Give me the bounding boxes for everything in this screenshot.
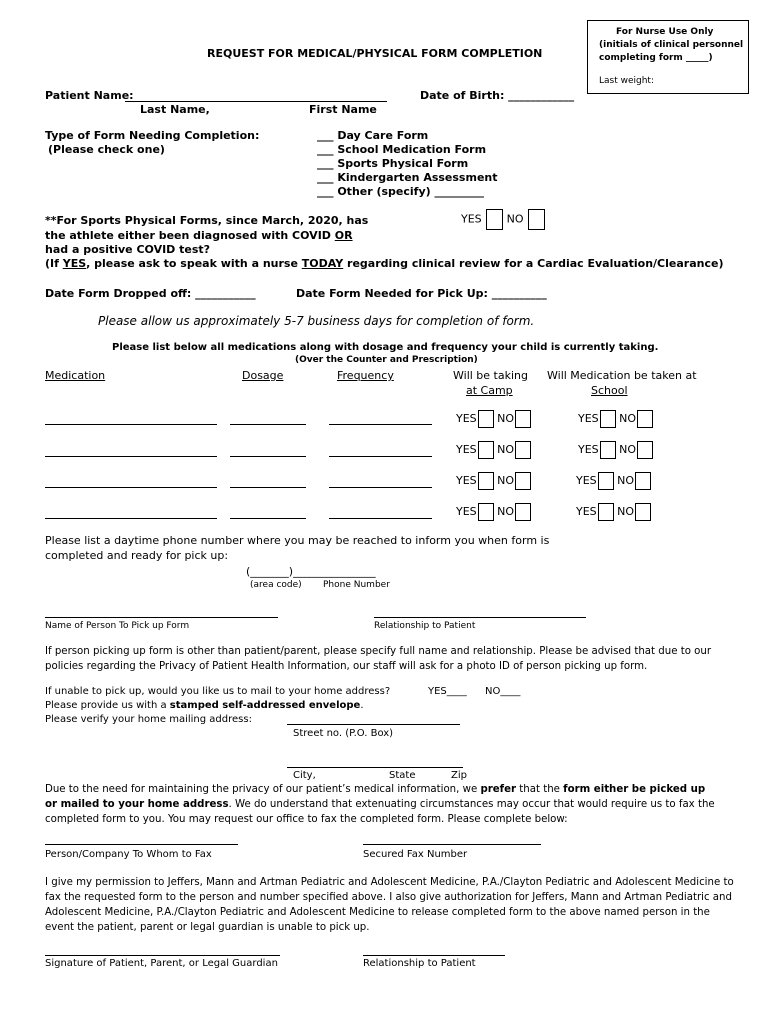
date-needed-field[interactable]: Date Form Needed for Pick Up: __________ bbox=[296, 287, 547, 300]
col-medication: Medication bbox=[45, 369, 106, 382]
col-camp-line2: at Camp bbox=[466, 384, 513, 397]
mail-yes-field[interactable]: YES____ bbox=[428, 686, 467, 697]
envelope-instruction: Please provide us with a stamped self-addressed envelope. bbox=[45, 700, 364, 711]
privacy-paragraph: Due to the need for maintaining the privacy of our patient’s medical information, we prefer that the form either be picked up or mailed to your home address. We do understand that extenuating circumstances may occur that would require us to fax the completed form to you. You may request our office to fax the completed form. Please complete below: bbox=[45, 784, 715, 825]
covid-instruction: (If YES, please ask to speak with a nurse TODAY regarding clinical review for a Cardiac Evaluation/Clearance) bbox=[45, 257, 724, 270]
signature-field[interactable] bbox=[45, 955, 280, 956]
school-no-checkbox[interactable] bbox=[637, 410, 653, 428]
camp-answer: YES NO bbox=[456, 472, 531, 490]
first-name-caption: First Name bbox=[309, 103, 377, 116]
school-answer: YES NO bbox=[578, 410, 653, 428]
frequency-field[interactable] bbox=[329, 518, 432, 519]
camp-no-checkbox[interactable] bbox=[515, 472, 531, 490]
col-school-line1: Will Medication be taken at bbox=[547, 369, 697, 382]
fax-person-field[interactable] bbox=[45, 844, 238, 845]
school-yes-checkbox[interactable] bbox=[598, 472, 614, 490]
covid-question-line3: had a positive COVID test? bbox=[45, 243, 211, 256]
camp-answer: YES NO bbox=[456, 503, 531, 521]
fax-person-caption: Person/Company To Whom to Fax bbox=[45, 849, 212, 860]
form-option-day-care[interactable]: ___ Day Care Form bbox=[317, 129, 429, 142]
form-option-sports-physical[interactable]: ___ Sports Physical Form bbox=[317, 157, 469, 170]
camp-yes-checkbox[interactable] bbox=[478, 503, 494, 521]
school-no-checkbox[interactable] bbox=[637, 441, 653, 459]
city-state-zip-field[interactable] bbox=[287, 767, 463, 768]
dob-field[interactable]: Date of Birth: ____________ bbox=[420, 89, 575, 102]
covid-no-checkbox[interactable] bbox=[528, 209, 545, 230]
col-school-line2: School bbox=[591, 384, 628, 397]
completion-time-note: Please allow us approximately 5-7 business days for completion of form. bbox=[98, 314, 535, 328]
school-answer: YES NO bbox=[576, 503, 651, 521]
frequency-field[interactable] bbox=[329, 487, 432, 488]
medication-field[interactable] bbox=[45, 456, 217, 457]
nurse-box-initials: (initials of clinical personnel bbox=[599, 40, 744, 50]
city-caption: City, bbox=[293, 770, 316, 781]
pickup-relationship-field[interactable] bbox=[374, 617, 586, 618]
medication-field[interactable] bbox=[45, 424, 217, 425]
signature-caption: Signature of Patient, Parent, or Legal Guardian bbox=[45, 958, 278, 969]
form-option-other[interactable]: ___ Other (specify) _________ bbox=[317, 185, 484, 198]
street-field[interactable] bbox=[287, 724, 460, 725]
nurse-box-completing: completing form _____) bbox=[599, 53, 713, 63]
camp-yes-checkbox[interactable] bbox=[478, 410, 494, 428]
nurse-box-title: For Nurse Use Only bbox=[616, 27, 714, 37]
dosage-field[interactable] bbox=[230, 518, 306, 519]
signature-relationship-field[interactable] bbox=[363, 955, 505, 956]
covid-question-line1: **For Sports Physical Forms, since March, 2020, has bbox=[45, 214, 369, 227]
dosage-field[interactable] bbox=[230, 456, 306, 457]
school-answer: YES NO bbox=[578, 441, 653, 459]
pickup-person-caption: Name of Person To Pick up Form bbox=[45, 621, 190, 631]
camp-no-checkbox[interactable] bbox=[515, 410, 531, 428]
phone-field[interactable]: (_______)_______________ bbox=[246, 565, 376, 578]
camp-yes-checkbox[interactable] bbox=[478, 472, 494, 490]
school-yes-checkbox[interactable] bbox=[598, 503, 614, 521]
zip-caption: Zip bbox=[451, 770, 467, 781]
frequency-field[interactable] bbox=[329, 456, 432, 457]
fax-number-caption: Secured Fax Number bbox=[363, 849, 468, 860]
fax-number-field[interactable] bbox=[363, 844, 541, 845]
phone-number-caption: Phone Number bbox=[323, 580, 390, 590]
pickup-relationship-caption: Relationship to Patient bbox=[374, 621, 476, 631]
date-dropped-field[interactable]: Date Form Dropped off: ___________ bbox=[45, 287, 256, 300]
school-yes-checkbox[interactable] bbox=[600, 410, 616, 428]
last-name-caption: Last Name, bbox=[140, 103, 210, 116]
medications-subtitle: (Over the Counter and Prescription) bbox=[295, 355, 478, 365]
covid-yes-label: YES bbox=[461, 212, 482, 226]
verify-address-label: Please verify your home mailing address: bbox=[45, 714, 252, 725]
patient-name-label: Patient Name: bbox=[45, 89, 134, 102]
camp-answer: YES NO bbox=[456, 410, 531, 428]
mail-question: If unable to pick up, would you like us to mail to your home address? bbox=[45, 686, 391, 697]
state-caption: State bbox=[389, 770, 416, 781]
street-caption: Street no. (P.O. Box) bbox=[293, 728, 394, 739]
fax-permission-paragraph: I give my permission to Jeffers, Mann and Artman Pediatric and Adolescent Medicine, P.A./Clayton Pediatric and Adolescent Medicine to fax the requested form to the person and number specified above. I also give authorization for Jeffers, Mann and Artman Pediatric and Adolescent Medicine, P.A./Clayton Pediatric and Adolescent Medicine to release completed form to the above named person in the event the patient, parent or legal guardian is unable to pick up. bbox=[45, 877, 734, 933]
signature-relationship-caption: Relationship to Patient bbox=[363, 958, 476, 969]
pickup-person-field[interactable] bbox=[45, 617, 278, 618]
covid-yes-checkbox[interactable] bbox=[486, 209, 503, 230]
page-title: REQUEST FOR MEDICAL/PHYSICAL FORM COMPLETION bbox=[207, 47, 543, 60]
col-frequency: Frequency bbox=[337, 369, 394, 382]
medication-field[interactable] bbox=[45, 487, 217, 488]
dosage-field[interactable] bbox=[230, 424, 306, 425]
covid-question-line2: the athlete either been diagnosed with COVID OR bbox=[45, 229, 353, 242]
school-answer: YES NO bbox=[576, 472, 651, 490]
patient-name-field[interactable] bbox=[125, 101, 387, 102]
camp-answer: YES NO bbox=[456, 441, 531, 459]
form-type-label: Type of Form Needing Completion: bbox=[45, 129, 260, 142]
pickup-privacy-note: If person picking up form is other than patient/parent, please specify full name and relationship. Please be advised that due to our policies regarding the Privacy of Patient Health Information, our staff will ask for a photo ID of person picking up form. bbox=[45, 646, 712, 672]
medications-instruction: Please list below all medications along with dosage and frequency your child is currently taking. bbox=[112, 342, 659, 353]
school-no-checkbox[interactable] bbox=[635, 503, 651, 521]
medication-field[interactable] bbox=[45, 518, 217, 519]
mail-no-field[interactable]: NO____ bbox=[485, 686, 521, 697]
nurse-use-box bbox=[587, 20, 749, 94]
camp-yes-checkbox[interactable] bbox=[478, 441, 494, 459]
col-camp-line1: Will be taking bbox=[453, 369, 528, 382]
school-no-checkbox[interactable] bbox=[635, 472, 651, 490]
covid-no-label: NO bbox=[506, 212, 524, 226]
col-dosage: Dosage bbox=[242, 369, 284, 382]
school-yes-checkbox[interactable] bbox=[600, 441, 616, 459]
phone-instruction-line2: completed and ready for pick up: bbox=[45, 549, 229, 562]
form-type-hint: (Please check one) bbox=[48, 143, 165, 156]
camp-no-checkbox[interactable] bbox=[515, 503, 531, 521]
frequency-field[interactable] bbox=[329, 424, 432, 425]
phone-instruction-line1: Please list a daytime phone number where you may be reached to inform you when form is bbox=[45, 534, 550, 547]
form-option-school-medication[interactable]: ___ School Medication Form bbox=[317, 143, 487, 156]
dosage-field[interactable] bbox=[230, 487, 306, 488]
area-code-caption: (area code) bbox=[250, 580, 302, 590]
form-option-kindergarten[interactable]: ___ Kindergarten Assessment bbox=[317, 171, 498, 184]
covid-answer bbox=[461, 209, 545, 230]
camp-no-checkbox[interactable] bbox=[515, 441, 531, 459]
nurse-box-last-weight: Last weight: bbox=[599, 76, 654, 86]
